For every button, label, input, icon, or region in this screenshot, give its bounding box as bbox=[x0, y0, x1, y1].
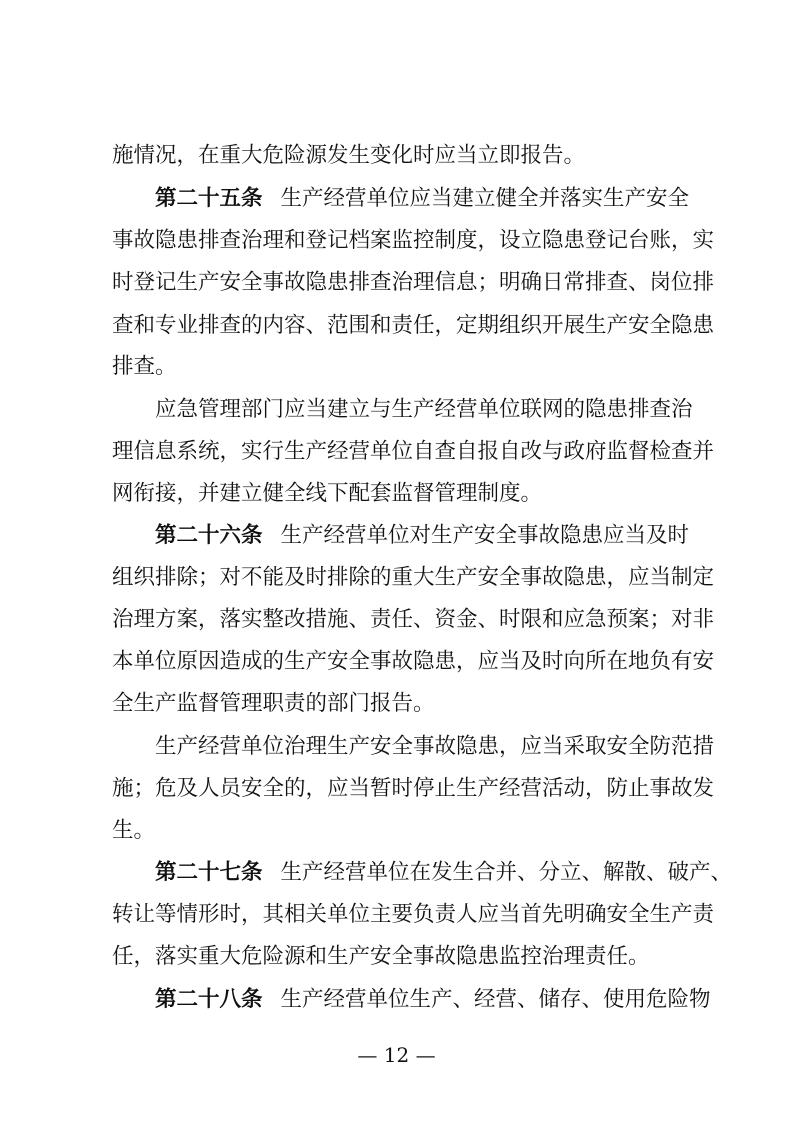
text-line: 时登记生产安全事故隐患排查治理信息；明确日常排查、岗位排 bbox=[112, 270, 715, 295]
text-line: 网衔接，并建立健全线下配套监督管理制度。 bbox=[112, 481, 543, 506]
text-line: 生产经营单位治理生产安全事故隐患，应当采取安全防范措 bbox=[155, 734, 715, 759]
page-number: — 12 — bbox=[357, 1043, 436, 1067]
article-heading: 第二十七条 bbox=[155, 860, 263, 885]
article-first-line bbox=[155, 985, 711, 1015]
text-line: 任，落实重大危险源和生产安全事故隐患监控治理责任。 bbox=[112, 944, 650, 969]
text-line: 生产经营单位应当建立健全并落实生产安全 bbox=[280, 186, 690, 211]
text-line: 查和专业排查的内容、范围和责任，定期组织开展生产安全隐患 bbox=[112, 313, 715, 338]
article-heading: 第二十六条 bbox=[155, 523, 263, 548]
article-first-line bbox=[155, 858, 733, 888]
article-first-line bbox=[155, 521, 690, 551]
article-heading: 第二十五条 bbox=[155, 186, 263, 211]
text-line: 排查。 bbox=[112, 354, 177, 379]
text-line: 治理方案，落实整改措施、责任、资金、时限和应急预案；对非 bbox=[112, 607, 715, 632]
text-line: 生。 bbox=[112, 818, 156, 843]
text-line: 应急管理部门应当建立与生产经营单位联网的隐患排查治 bbox=[155, 397, 693, 422]
article-first-line bbox=[155, 184, 690, 214]
text-line: 施；危及人员安全的，应当暂时停止生产经营活动，防止事故发 bbox=[112, 776, 715, 801]
text-line: 生产经营单位在发生合并、分立、解散、破产、 bbox=[280, 860, 733, 885]
text-line: 事故隐患排查治理和登记档案监控制度，设立隐患登记台账，实 bbox=[112, 228, 715, 253]
text-line: 施情况，在重大危险源发生变化时应当立即报告。 bbox=[112, 143, 586, 168]
text-line: 转让等情形时，其相关单位主要负责人应当首先明确安全生产责 bbox=[112, 902, 715, 927]
text-line: 本单位原因造成的生产安全事故隐患，应当及时向所在地负有安 bbox=[112, 649, 715, 674]
text-line: 理信息系统，实行生产经营单位自查自报自改与政府监督检查并 bbox=[112, 439, 715, 464]
text-line: 生产经营单位生产、经营、储存、使用危险物 bbox=[280, 987, 711, 1012]
text-line: 全生产监督管理职责的部门报告。 bbox=[112, 691, 435, 716]
text-line: 组织排除；对不能及时排除的重大生产安全事故隐患，应当制定 bbox=[112, 565, 715, 590]
article-heading: 第二十八条 bbox=[155, 987, 263, 1012]
text-line: 生产经营单位对生产安全事故隐患应当及时 bbox=[280, 523, 690, 548]
